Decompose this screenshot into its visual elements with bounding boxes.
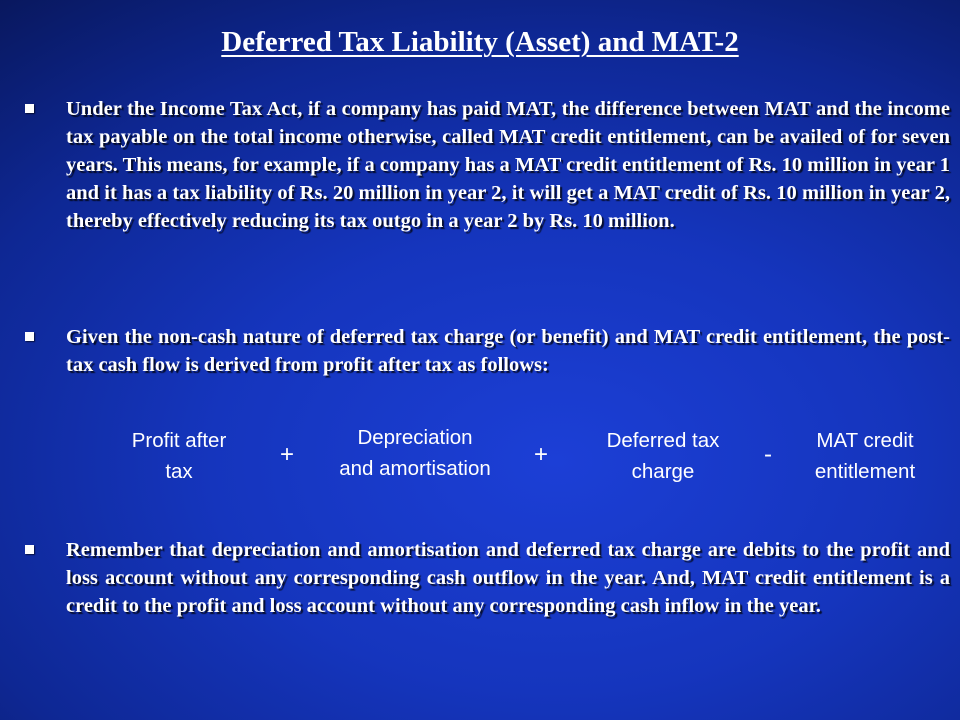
square-bullet-icon — [25, 545, 34, 554]
formula-operator-plus: + — [279, 441, 294, 468]
formula-term-deferred-tax — [588, 425, 738, 487]
bullet-text: Remember that depreciation and amortisation and deferred tax charge are debits to the profit and loss account without any corresponding cash outflow in the year. And, MAT credit entitlement is a credit to the profit and loss account without any corresponding cash inflow in the year. — [66, 539, 950, 617]
slide-title — [0, 20, 960, 64]
formula-term-mat-credit — [790, 425, 940, 487]
bullet-item-mat-credit — [66, 95, 950, 235]
formula-operator-minus: - — [764, 441, 772, 468]
square-bullet-icon — [25, 104, 34, 113]
slide-title-text: Deferred Tax Liability (Asset) and MAT-2 — [221, 26, 739, 58]
formula-term-line: Profit after — [131, 429, 227, 452]
square-bullet-icon — [25, 332, 34, 341]
bullet-item-cash-flow — [66, 323, 950, 379]
formula-term-profit-after-tax — [108, 425, 250, 487]
formula-term-line: MAT credit — [816, 429, 914, 452]
formula-term-line: Depreciation — [357, 426, 473, 449]
formula-term-depreciation — [310, 422, 520, 484]
cash-flow-formula — [0, 425, 960, 495]
formula-operator-plus: + — [533, 441, 548, 468]
formula-term-line: Deferred tax — [606, 429, 720, 452]
formula-term-line: tax — [165, 460, 193, 483]
bullet-item-remember — [66, 536, 950, 620]
formula-term-line: and amortisation — [339, 457, 491, 480]
formula-term-line: charge — [631, 460, 695, 483]
bullet-text: Under the Income Tax Act, if a company has paid MAT, the difference between MAT and the income tax payable on the total income otherwise, called MAT credit entitlement, can be availed of for seven years. This means, for example, if a company has a MAT credit entitlement of Rs. 10 million in year 1 and it has a tax liability of Rs. 20 million in year 2, it will get a MAT credit of Rs. 10 million in year 2, thereby effectively reducing its tax outgo in a year 2 by Rs. 10 million. — [66, 98, 950, 232]
formula-term-line: entitlement — [814, 460, 916, 483]
bullet-text: Given the non-cash nature of deferred tax charge (or benefit) and MAT credit entitlement, the post-tax cash flow is derived from profit after tax as follows: — [66, 326, 950, 376]
